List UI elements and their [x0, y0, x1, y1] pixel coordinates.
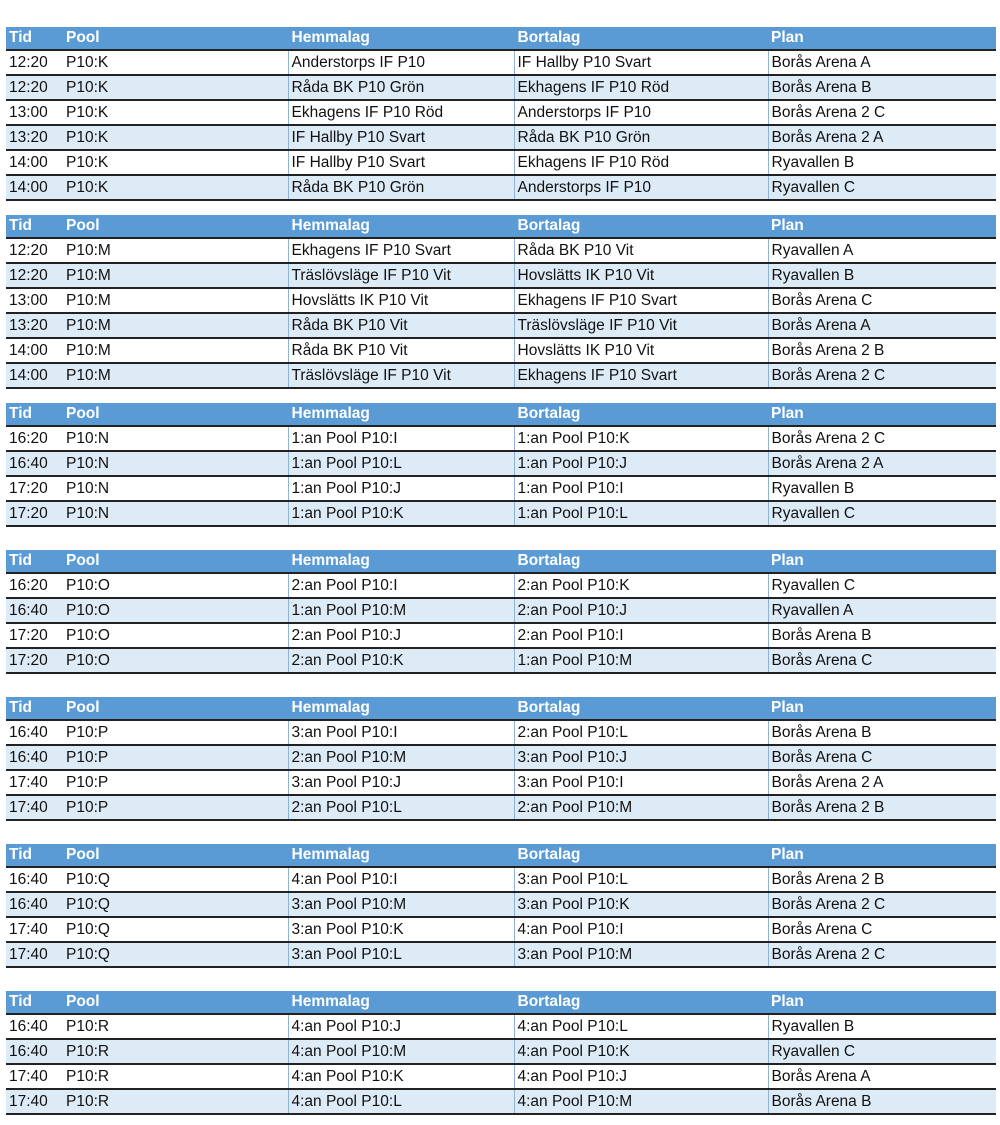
cell-separator	[740, 1039, 768, 1064]
cell-pool: P10:K	[63, 175, 288, 200]
table-row	[6, 238, 996, 263]
cell-pool: P10:P	[63, 770, 288, 795]
cell-tid: 17:40	[6, 917, 63, 942]
cell-separator	[740, 1089, 768, 1114]
cell-away: 4:an Pool P10:K	[514, 1039, 740, 1064]
cell-plan: Borås Arena A	[768, 50, 996, 75]
header-pool: Pool	[63, 697, 288, 720]
table-row	[6, 1014, 996, 1039]
cell-away: Anderstorps IF P10	[514, 175, 740, 200]
cell-plan: Borås Arena B	[768, 1089, 996, 1114]
table-row	[6, 598, 996, 623]
cell-tid: 17:20	[6, 648, 63, 673]
table-row	[6, 573, 996, 598]
table-row	[6, 623, 996, 648]
pool-table	[6, 215, 996, 389]
cell-home: 2:an Pool P10:I	[288, 573, 514, 598]
cell-away: Råda BK P10 Grön	[514, 125, 740, 150]
table-header-row	[6, 844, 996, 867]
cell-away: 3:an Pool P10:I	[514, 770, 740, 795]
cell-away: 3:an Pool P10:J	[514, 745, 740, 770]
cell-home: Hovslätts IK P10 Vit	[288, 288, 514, 313]
cell-plan: Borås Arena C	[768, 288, 996, 313]
cell-pool: P10:M	[63, 363, 288, 388]
cell-pool: P10:N	[63, 451, 288, 476]
cell-away: 1:an Pool P10:L	[514, 501, 740, 526]
header-tid: Tid	[6, 403, 63, 426]
table-row	[6, 745, 996, 770]
cell-pool: P10:O	[63, 573, 288, 598]
cell-home: 1:an Pool P10:J	[288, 476, 514, 501]
cell-away: 2:an Pool P10:K	[514, 573, 740, 598]
cell-home: Träslövsläge IF P10 Vit	[288, 263, 514, 288]
cell-home: Råda BK P10 Vit	[288, 338, 514, 363]
cell-away: 1:an Pool P10:K	[514, 426, 740, 451]
cell-tid: 16:20	[6, 573, 63, 598]
cell-separator	[740, 745, 768, 770]
cell-separator	[740, 288, 768, 313]
header-pool: Pool	[63, 27, 288, 50]
table-row	[6, 338, 996, 363]
header-home: Hemmalag	[288, 844, 514, 867]
cell-home: Anderstorps IF P10	[288, 50, 514, 75]
cell-separator	[740, 1064, 768, 1089]
pool-table	[6, 550, 996, 674]
header-home: Hemmalag	[288, 215, 514, 238]
cell-plan: Borås Arena B	[768, 623, 996, 648]
cell-home: 1:an Pool P10:I	[288, 426, 514, 451]
cell-home: 1:an Pool P10:M	[288, 598, 514, 623]
header-tid: Tid	[6, 550, 63, 573]
cell-away: Ekhagens IF P10 Svart	[514, 363, 740, 388]
table-row	[6, 720, 996, 745]
pool-table	[6, 844, 996, 968]
cell-pool: P10:M	[63, 263, 288, 288]
header-separator	[740, 27, 768, 50]
cell-plan: Ryavallen B	[768, 150, 996, 175]
cell-away: Råda BK P10 Vit	[514, 238, 740, 263]
cell-tid: 12:20	[6, 263, 63, 288]
cell-plan: Borås Arena 2 C	[768, 100, 996, 125]
cell-home: 4:an Pool P10:I	[288, 867, 514, 892]
header-away: Bortalag	[514, 697, 740, 720]
cell-away: Träslövsläge IF P10 Vit	[514, 313, 740, 338]
cell-home: Ekhagens IF P10 Röd	[288, 100, 514, 125]
cell-pool: P10:R	[63, 1039, 288, 1064]
cell-away: Ekhagens IF P10 Svart	[514, 288, 740, 313]
cell-plan: Ryavallen C	[768, 1039, 996, 1064]
cell-tid: 14:00	[6, 363, 63, 388]
table-row	[6, 942, 996, 967]
cell-tid: 17:40	[6, 770, 63, 795]
header-away: Bortalag	[514, 215, 740, 238]
table-row	[6, 1039, 996, 1064]
cell-home: IF Hallby P10 Svart	[288, 150, 514, 175]
header-tid: Tid	[6, 991, 63, 1014]
cell-tid: 17:20	[6, 501, 63, 526]
cell-separator	[740, 892, 768, 917]
cell-separator	[740, 917, 768, 942]
cell-away: Anderstorps IF P10	[514, 100, 740, 125]
cell-pool: P10:R	[63, 1089, 288, 1114]
cell-pool: P10:Q	[63, 867, 288, 892]
cell-pool: P10:Q	[63, 942, 288, 967]
cell-separator	[740, 363, 768, 388]
cell-separator	[740, 50, 768, 75]
cell-tid: 16:40	[6, 720, 63, 745]
cell-plan: Ryavallen A	[768, 598, 996, 623]
header-pool: Pool	[63, 991, 288, 1014]
cell-away: 2:an Pool P10:M	[514, 795, 740, 820]
cell-pool: P10:K	[63, 125, 288, 150]
cell-tid: 16:40	[6, 598, 63, 623]
cell-separator	[740, 313, 768, 338]
table-row	[6, 476, 996, 501]
cell-separator	[740, 426, 768, 451]
cell-plan: Ryavallen B	[768, 1014, 996, 1039]
cell-tid: 14:00	[6, 338, 63, 363]
cell-pool: P10:M	[63, 238, 288, 263]
cell-pool: P10:O	[63, 623, 288, 648]
header-plan: Plan	[768, 844, 996, 867]
cell-pool: P10:K	[63, 100, 288, 125]
header-plan: Plan	[768, 27, 996, 50]
cell-away: 4:an Pool P10:M	[514, 1089, 740, 1114]
pool-table	[6, 27, 996, 201]
cell-pool: P10:K	[63, 75, 288, 100]
cell-plan: Borås Arena A	[768, 1064, 996, 1089]
header-plan: Plan	[768, 697, 996, 720]
cell-tid: 17:40	[6, 1089, 63, 1114]
cell-away: 3:an Pool P10:K	[514, 892, 740, 917]
cell-plan: Borås Arena A	[768, 313, 996, 338]
cell-separator	[740, 150, 768, 175]
table-header-row	[6, 550, 996, 573]
table-row	[6, 150, 996, 175]
cell-away: 4:an Pool P10:I	[514, 917, 740, 942]
table-header-row	[6, 215, 996, 238]
cell-home: 2:an Pool P10:M	[288, 745, 514, 770]
cell-separator	[740, 75, 768, 100]
header-separator	[740, 550, 768, 573]
table-row	[6, 501, 996, 526]
cell-home: 1:an Pool P10:L	[288, 451, 514, 476]
cell-tid: 14:00	[6, 150, 63, 175]
cell-separator	[740, 1014, 768, 1039]
header-plan: Plan	[768, 403, 996, 426]
header-away: Bortalag	[514, 403, 740, 426]
table-row	[6, 451, 996, 476]
header-separator	[740, 215, 768, 238]
header-home: Hemmalag	[288, 991, 514, 1014]
cell-away: 4:an Pool P10:J	[514, 1064, 740, 1089]
table-row	[6, 50, 996, 75]
cell-pool: P10:P	[63, 720, 288, 745]
cell-separator	[740, 795, 768, 820]
cell-plan: Borås Arena B	[768, 720, 996, 745]
cell-pool: P10:Q	[63, 892, 288, 917]
header-separator	[740, 697, 768, 720]
cell-pool: P10:K	[63, 150, 288, 175]
cell-plan: Borås Arena C	[768, 917, 996, 942]
header-home: Hemmalag	[288, 403, 514, 426]
table-header-row	[6, 403, 996, 426]
cell-home: Råda BK P10 Grön	[288, 75, 514, 100]
cell-tid: 17:40	[6, 942, 63, 967]
cell-separator	[740, 125, 768, 150]
table-row	[6, 795, 996, 820]
table-row	[6, 867, 996, 892]
cell-plan: Borås Arena 2 A	[768, 125, 996, 150]
table-row	[6, 288, 996, 313]
cell-separator	[740, 476, 768, 501]
cell-separator	[740, 648, 768, 673]
cell-pool: P10:O	[63, 598, 288, 623]
cell-pool: P10:O	[63, 648, 288, 673]
cell-plan: Borås Arena 2 C	[768, 363, 996, 388]
cell-tid: 17:20	[6, 476, 63, 501]
header-plan: Plan	[768, 991, 996, 1014]
cell-separator	[740, 867, 768, 892]
cell-pool: P10:N	[63, 476, 288, 501]
cell-plan: Ryavallen C	[768, 175, 996, 200]
table-row	[6, 892, 996, 917]
cell-tid: 13:20	[6, 125, 63, 150]
cell-home: Råda BK P10 Grön	[288, 175, 514, 200]
cell-separator	[740, 238, 768, 263]
cell-home: Ekhagens IF P10 Svart	[288, 238, 514, 263]
cell-pool: P10:Q	[63, 917, 288, 942]
cell-tid: 12:20	[6, 75, 63, 100]
cell-away: 2:an Pool P10:L	[514, 720, 740, 745]
cell-tid: 17:40	[6, 795, 63, 820]
table-row	[6, 648, 996, 673]
table-row	[6, 175, 996, 200]
cell-home: 2:an Pool P10:J	[288, 623, 514, 648]
cell-away: 1:an Pool P10:J	[514, 451, 740, 476]
cell-separator	[740, 942, 768, 967]
cell-plan: Borås Arena 2 C	[768, 426, 996, 451]
cell-tid: 12:20	[6, 238, 63, 263]
cell-away: 2:an Pool P10:I	[514, 623, 740, 648]
header-home: Hemmalag	[288, 697, 514, 720]
cell-home: 1:an Pool P10:K	[288, 501, 514, 526]
header-plan: Plan	[768, 550, 996, 573]
cell-home: 3:an Pool P10:K	[288, 917, 514, 942]
cell-home: IF Hallby P10 Svart	[288, 125, 514, 150]
header-tid: Tid	[6, 215, 63, 238]
header-tid: Tid	[6, 697, 63, 720]
cell-home: 4:an Pool P10:K	[288, 1064, 514, 1089]
cell-pool: P10:N	[63, 426, 288, 451]
cell-away: Hovslätts IK P10 Vit	[514, 338, 740, 363]
header-pool: Pool	[63, 844, 288, 867]
header-away: Bortalag	[514, 844, 740, 867]
cell-away: IF Hallby P10 Svart	[514, 50, 740, 75]
cell-pool: P10:M	[63, 288, 288, 313]
header-tid: Tid	[6, 27, 63, 50]
cell-plan: Borås Arena 2 B	[768, 867, 996, 892]
header-away: Bortalag	[514, 550, 740, 573]
cell-away: 3:an Pool P10:M	[514, 942, 740, 967]
cell-pool: P10:R	[63, 1014, 288, 1039]
header-away: Bortalag	[514, 27, 740, 50]
cell-home: Träslövsläge IF P10 Vit	[288, 363, 514, 388]
cell-home: 3:an Pool P10:M	[288, 892, 514, 917]
cell-tid: 16:40	[6, 1014, 63, 1039]
cell-pool: P10:R	[63, 1064, 288, 1089]
match-schedule	[6, 7, 996, 1115]
header-separator	[740, 991, 768, 1014]
header-pool: Pool	[63, 403, 288, 426]
cell-plan: Borås Arena 2 A	[768, 770, 996, 795]
table-row	[6, 1064, 996, 1089]
table-row	[6, 363, 996, 388]
table-row	[6, 263, 996, 288]
cell-plan: Ryavallen C	[768, 573, 996, 598]
cell-tid: 12:20	[6, 50, 63, 75]
cell-tid: 16:40	[6, 451, 63, 476]
cell-plan: Ryavallen A	[768, 238, 996, 263]
cell-separator	[740, 100, 768, 125]
table-header-row	[6, 27, 996, 50]
cell-plan: Ryavallen C	[768, 501, 996, 526]
header-separator	[740, 403, 768, 426]
pool-table	[6, 403, 996, 527]
header-tid: Tid	[6, 844, 63, 867]
table-row	[6, 917, 996, 942]
table-row	[6, 100, 996, 125]
cell-plan: Borås Arena 2 C	[768, 892, 996, 917]
cell-tid: 17:40	[6, 1064, 63, 1089]
cell-home: 3:an Pool P10:J	[288, 770, 514, 795]
cell-plan: Borås Arena C	[768, 648, 996, 673]
cell-separator	[740, 263, 768, 288]
cell-plan: Borås Arena 2 B	[768, 338, 996, 363]
cell-pool: P10:P	[63, 745, 288, 770]
cell-separator	[740, 770, 768, 795]
cell-plan: Borås Arena 2 C	[768, 942, 996, 967]
cell-plan: Borås Arena B	[768, 75, 996, 100]
header-away: Bortalag	[514, 991, 740, 1014]
cell-home: 4:an Pool P10:L	[288, 1089, 514, 1114]
cell-home: 2:an Pool P10:L	[288, 795, 514, 820]
cell-separator	[740, 623, 768, 648]
cell-separator	[740, 598, 768, 623]
cell-separator	[740, 175, 768, 200]
cell-plan: Ryavallen B	[768, 263, 996, 288]
header-pool: Pool	[63, 215, 288, 238]
cell-away: 2:an Pool P10:J	[514, 598, 740, 623]
cell-separator	[740, 573, 768, 598]
cell-tid: 13:00	[6, 100, 63, 125]
cell-plan: Borås Arena 2 A	[768, 451, 996, 476]
table-header-row	[6, 697, 996, 720]
cell-home: 3:an Pool P10:L	[288, 942, 514, 967]
header-home: Hemmalag	[288, 550, 514, 573]
cell-away: Ekhagens IF P10 Röd	[514, 75, 740, 100]
table-row	[6, 426, 996, 451]
cell-tid: 16:40	[6, 892, 63, 917]
cell-tid: 16:40	[6, 1039, 63, 1064]
table-row	[6, 313, 996, 338]
cell-home: 4:an Pool P10:J	[288, 1014, 514, 1039]
header-home: Hemmalag	[288, 27, 514, 50]
cell-home: 4:an Pool P10:M	[288, 1039, 514, 1064]
table-row	[6, 1089, 996, 1114]
cell-tid: 16:40	[6, 867, 63, 892]
cell-away: 1:an Pool P10:M	[514, 648, 740, 673]
table-header-row	[6, 991, 996, 1014]
cell-pool: P10:N	[63, 501, 288, 526]
table-row	[6, 770, 996, 795]
header-plan: Plan	[768, 215, 996, 238]
table-row	[6, 75, 996, 100]
header-separator	[740, 844, 768, 867]
cell-separator	[740, 501, 768, 526]
cell-plan: Borås Arena 2 B	[768, 795, 996, 820]
cell-away: Ekhagens IF P10 Röd	[514, 150, 740, 175]
pool-table	[6, 991, 996, 1115]
cell-home: 3:an Pool P10:I	[288, 720, 514, 745]
cell-tid: 13:20	[6, 313, 63, 338]
cell-away: 3:an Pool P10:L	[514, 867, 740, 892]
cell-home: 2:an Pool P10:K	[288, 648, 514, 673]
cell-pool: P10:M	[63, 313, 288, 338]
cell-home: Råda BK P10 Vit	[288, 313, 514, 338]
cell-tid: 17:20	[6, 623, 63, 648]
cell-pool: P10:P	[63, 795, 288, 820]
cell-tid: 16:40	[6, 745, 63, 770]
cell-tid: 14:00	[6, 175, 63, 200]
cell-away: 4:an Pool P10:L	[514, 1014, 740, 1039]
cell-away: 1:an Pool P10:I	[514, 476, 740, 501]
pool-table	[6, 697, 996, 821]
cell-tid: 13:00	[6, 288, 63, 313]
cell-pool: P10:M	[63, 338, 288, 363]
cell-separator	[740, 451, 768, 476]
cell-separator	[740, 338, 768, 363]
table-row	[6, 125, 996, 150]
cell-plan: Ryavallen B	[768, 476, 996, 501]
cell-tid: 16:20	[6, 426, 63, 451]
cell-plan: Borås Arena C	[768, 745, 996, 770]
cell-away: Hovslätts IK P10 Vit	[514, 263, 740, 288]
header-pool: Pool	[63, 550, 288, 573]
cell-separator	[740, 720, 768, 745]
cell-pool: P10:K	[63, 50, 288, 75]
